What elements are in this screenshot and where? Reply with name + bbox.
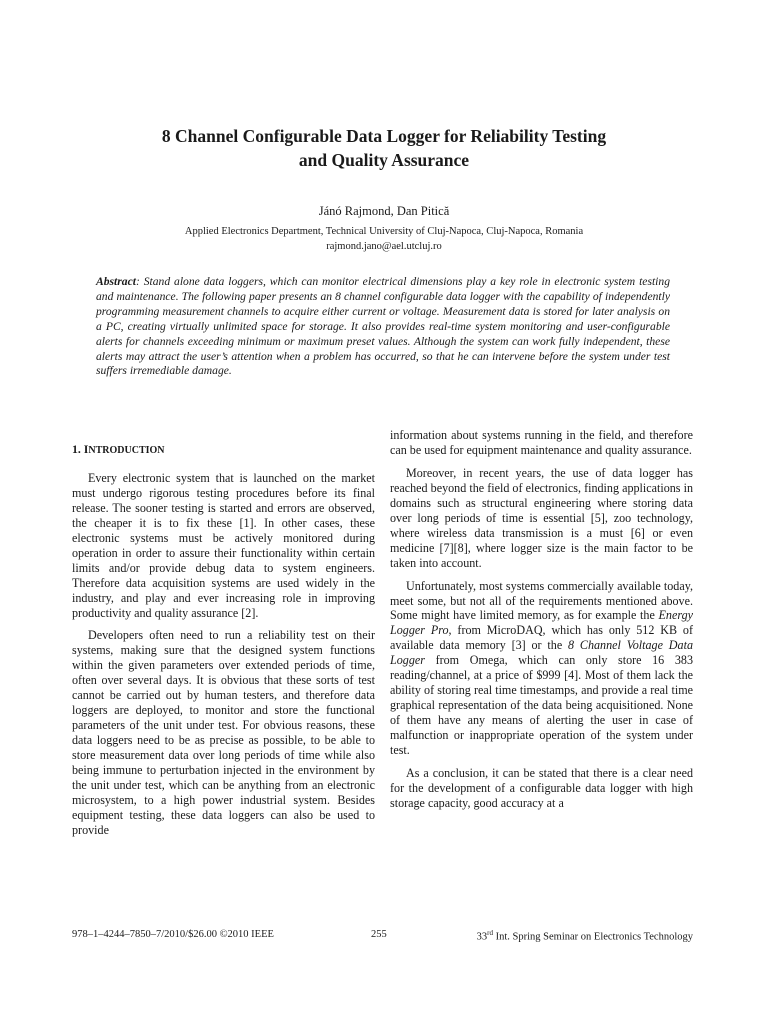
product-name: 8 Channel Voltage Data Logger [390, 638, 693, 668]
ordinal-suffix: rd [487, 929, 493, 937]
conference-name: Int. Spring Seminar on Electronics Technology [493, 931, 693, 943]
affiliation-block [80, 224, 688, 254]
conference-number: 33 [476, 931, 488, 943]
abstract-label: Abstract [96, 275, 136, 288]
paragraph: information about systems running in the field, and therefore can be used for equipment maintenance and quality assurance. [390, 428, 693, 457]
title-line-2: and Quality Assurance [298, 150, 470, 170]
title-line-1: 8 Channel Configurable Data Logger for Reliability Testing [161, 126, 607, 146]
footer-isbn: 978–1–4244–7850–7/2010/$26.00 ©2010 IEEE [72, 929, 274, 940]
paragraph: Moreover, in recent years, the use of data logger has reached beyond the field of electronics, finding applications in domains such as structural engineering where storing data over long periods of time is essential [5], zoo technology, where wireless data transmission is a must [6] or even medicine [7][8], where logger size is the main factor to be taken into account. [390, 465, 693, 570]
section-heading-introduction [72, 442, 375, 459]
product-name: Energy Logger Pro [390, 608, 693, 638]
paragraph: Developers often need to run a reliability test on their systems, making sure that the designed system functions within the given parameters over extended periods of time, often over several days. It is obvious that these sorts of test cannot be carried out by human testers, and therefore data loggers are deployed, to monitor and store the functional parameters of the unit under test. For obvious reasons, these data loggers need to be as precise as possible, to be able to store measurement data over long periods of time while also being immune to perturbation injected in the environment by the unit under test, which can be anything from an electronic microsystem, to a high power industrial system. Besides equipment testing, these data loggers can also be used to provide [72, 628, 375, 837]
text-run: Unfortunately, most systems commercially available today, meet some, but not all of the requirements mentioned above. Some might have limited memory, as for example the [390, 578, 693, 623]
paragraph: As a conclusion, it can be stated that there is a clear need for the development of a configurable data logger with high storage capacity, good accuracy at a [390, 766, 693, 810]
paper-title [80, 124, 688, 172]
footer-conference [477, 929, 693, 943]
right-column [390, 428, 693, 819]
affiliation: Applied Electronics Department, Technical University of Cluj-Napoca, Cluj-Napoca, Romania [184, 226, 584, 237]
left-column [72, 428, 375, 846]
authors: Jánó Rajmond, Dan Pitică [318, 204, 450, 218]
abstract-text: : Stand alone data loggers, which can monitor electrical dimensions play a key role in electronic system testing and maintenance. The following paper presents an 8 channel configurable data logger with the capability of independently programming measurement channels to acquire either current or voltage. Measurement data is stored for later analysis on a PC, creating virtually unlimited space for storage. It also provides real-time system monitoring and user-configurable alerts for channels exceeding minimum or maximum preset values. Although the system can work fully independent, these alerts may attract the user’s attention when a problem has occurred, so that he can intervene before the system under test suffers irremediable damage. [96, 275, 670, 378]
paragraph [390, 579, 693, 758]
page-footer [72, 929, 693, 943]
section-title: NTRODUCTION [88, 445, 165, 456]
email: rajmond.jano@ael.utcluj.ro [326, 241, 442, 252]
abstract [96, 275, 670, 379]
page-number: 255 [371, 929, 387, 940]
paragraph: Every electronic system that is launched on the market must undergo rigorous testing procedures before its final release. The sooner testing is started and errors are observed, the cheaper it is to fix these [1]. In other cases, these electronic systems must be actively monitored during operation in order to assure their functionality within certain limits and/or provide debug data to system engineers. Therefore data acquisition systems are used widely in the industry, and play and ever increasing role in improving productivity and quality assurance [2]. [72, 470, 375, 620]
text-run: from Omega, which can only store 16 383 reading/channel, at a price of $999 [4]. Most of them lack the ability of storing real time timestamps, and provide a real time graphical representation of the data being acquisitioned. None of them have any means of alerting the user in case of malfunction or inappropriate operation of the system under test. [390, 653, 693, 758]
text-run: , from MicroDAQ, which has only 512 KB of available data memory [3] or the [390, 623, 693, 653]
section-number: 1. I [72, 442, 89, 456]
